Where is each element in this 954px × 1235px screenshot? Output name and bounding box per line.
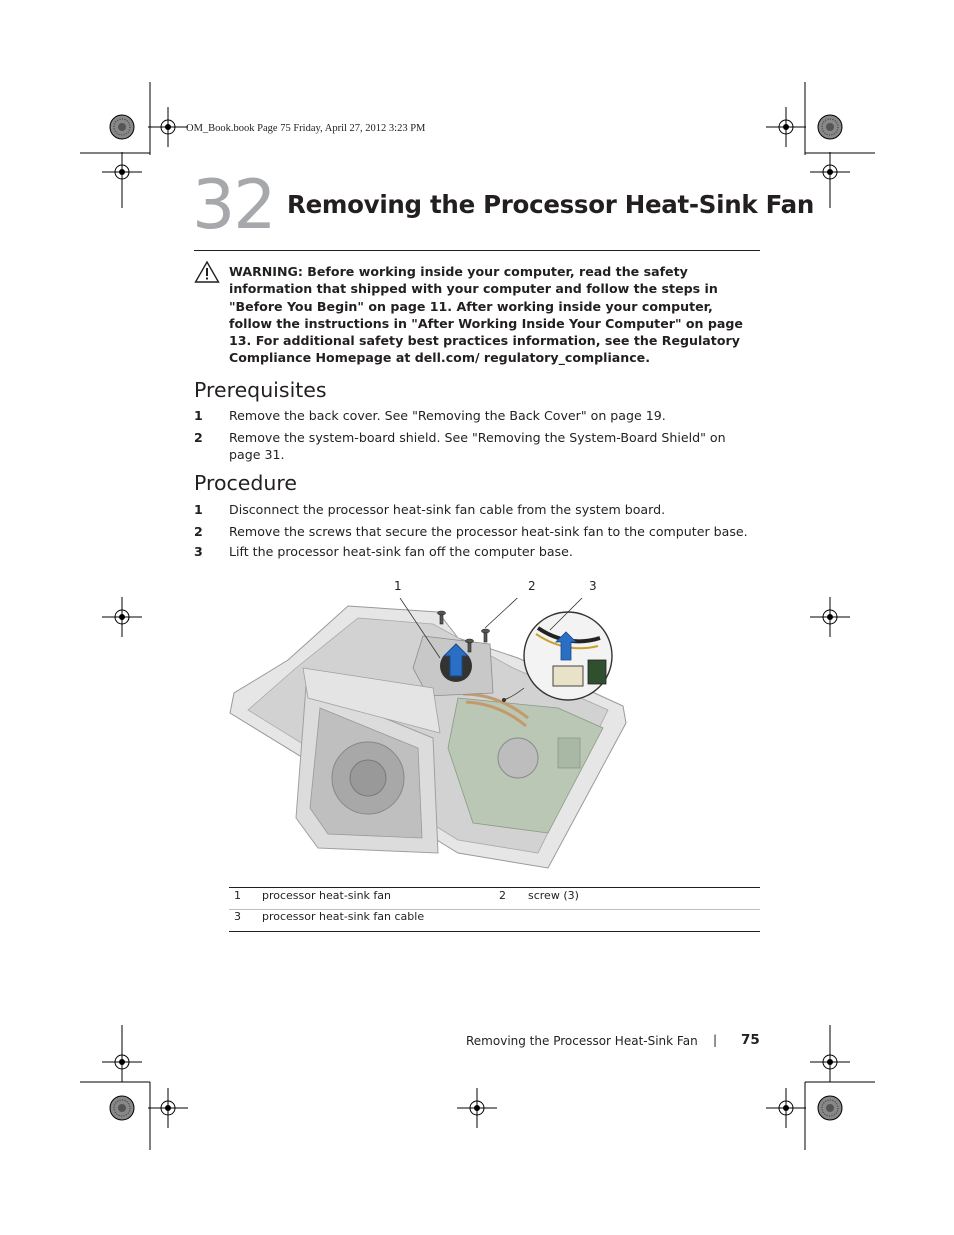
procedure-step-number: 1 bbox=[194, 502, 203, 517]
prereq-step-text: Remove the back cover. See "Removing the Back Cover" on page 19. bbox=[229, 408, 666, 423]
legend-bottom-rule bbox=[229, 931, 760, 932]
warning-text: WARNING: Before working inside your computer, read the safety information that shipped with your computer and follow the steps in "Before You Begin" on page 11. After working inside your computer, follow the instructions in "After Working Inside Your Computer" on page 13. For additional safety best practices information, see the Regulatory Compliance Homepage at dell.com/ regulatory_compliance. bbox=[229, 264, 743, 366]
legend-number: 1 bbox=[234, 889, 241, 902]
prerequisites-heading: Prerequisites bbox=[194, 378, 327, 402]
page-number: 75 bbox=[741, 1032, 760, 1048]
prereq-step-text: Remove the system-board shield. See "Removing the System-Board Shield" on page 31. bbox=[229, 430, 726, 462]
warning-triangle-icon bbox=[194, 260, 220, 284]
legend-top-rule bbox=[229, 887, 760, 888]
procedure-step-number: 3 bbox=[194, 544, 203, 559]
procedure-heading: Procedure bbox=[194, 471, 298, 495]
page-title: Removing the Processor Heat-Sink Fan bbox=[287, 190, 814, 219]
callout-1: 1 bbox=[394, 579, 402, 593]
legend-number: 3 bbox=[234, 910, 241, 923]
print-stamp: OM_Book.book Page 75 Friday, April 27, 2012 3:23 PM bbox=[186, 123, 426, 134]
legend-label: processor heat-sink fan cable bbox=[262, 910, 425, 923]
callout-3: 3 bbox=[589, 579, 597, 593]
procedure-step-text: Remove the screws that secure the processor heat-sink fan to the computer base. bbox=[229, 524, 748, 539]
running-footer-title: Removing the Processor Heat-Sink Fan bbox=[466, 1034, 698, 1048]
procedure-step-text: Disconnect the processor heat-sink fan cable from the system board. bbox=[229, 502, 666, 517]
heat-sink-fan-illustration bbox=[228, 598, 628, 876]
footer-separator: | bbox=[713, 1033, 718, 1047]
legend-number: 2 bbox=[499, 889, 506, 902]
prereq-step-number: 1 bbox=[194, 408, 203, 423]
callout-2: 2 bbox=[528, 579, 536, 593]
procedure-step-number: 2 bbox=[194, 524, 203, 539]
legend-label: screw (3) bbox=[528, 889, 579, 902]
procedure-step-text: Lift the processor heat-sink fan off the computer base. bbox=[229, 544, 573, 559]
title-divider bbox=[194, 250, 760, 251]
legend-label: processor heat-sink fan bbox=[262, 889, 391, 902]
prereq-step-number: 2 bbox=[194, 430, 203, 445]
chapter-number: 32 bbox=[192, 166, 275, 245]
